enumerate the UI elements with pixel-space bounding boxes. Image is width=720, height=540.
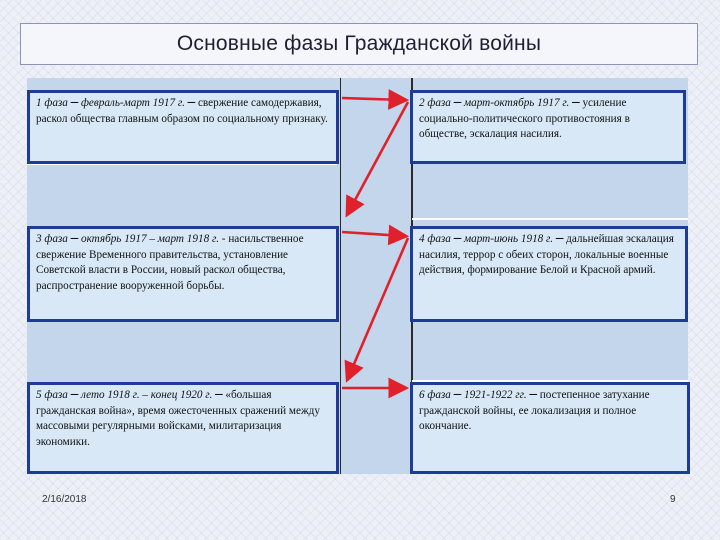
table-divider-left — [340, 78, 341, 474]
phase-6-head: 6 фаза — [419, 389, 451, 401]
phase-3-dates: октябрь 1917 – март 1918 г. - — [80, 233, 226, 245]
phase-4-dash2: – — [555, 230, 564, 246]
phase-5-head: 5 фаза — [36, 389, 68, 401]
phase-1-dash: – — [70, 94, 79, 110]
phase-3-box — [27, 226, 339, 322]
phase-6-box — [410, 382, 690, 474]
row-separator — [412, 218, 688, 220]
phase-2-text: усиление социально-политического противостояния в обществе, эскалация насилия. — [419, 97, 630, 141]
page-number: 9 — [670, 494, 676, 505]
phase-5-dash: – — [70, 386, 79, 402]
phase-4-head: 4 фаза — [419, 233, 451, 245]
phase-5-dates: лето 1918 г. – конец 1920 г. — [80, 389, 213, 401]
title-box — [20, 23, 698, 65]
phase-1-box — [27, 90, 339, 164]
phase-2-dash2: – — [572, 94, 580, 110]
phase-5-text: «большая гражданская война», время ожесточенных сражений между массовыми регулярными войсками, милитаризация экономики. — [36, 389, 320, 448]
phase-4-box — [410, 226, 688, 322]
phase-2-dash: – — [453, 94, 462, 110]
phase-2-dates: март-октябрь 1917 г. — [463, 97, 570, 109]
phase-1-dash2: – — [187, 94, 196, 110]
phase-3-dash: – — [70, 230, 79, 246]
phase-3-text: насильственное свержение Временного правительства, установление Советской власти в России, новый раскол общества, распространение вооруженной борьбы. — [36, 233, 304, 292]
phase-4-dates: март-июнь 1918 г. — [463, 233, 554, 245]
phase-6-dash2: – — [529, 386, 537, 402]
phase-5-box — [27, 382, 339, 474]
phase-2-head: 2 фаза — [419, 97, 451, 109]
phase-2-box — [410, 90, 686, 164]
slide-date: 2/16/2018 — [42, 494, 87, 505]
phase-6-dash: – — [453, 386, 462, 402]
phase-4-text: дальнейшая эскалация насилия, террор с обеих сторон, локальные военные действия, формирование Белой и Красной армий. — [419, 233, 674, 277]
slide-title: Основные фазы Гражданской войны — [176, 32, 542, 55]
phase-6-dates: 1921-1922 гг. — [463, 389, 527, 401]
phase-5-dash2: – — [215, 386, 223, 402]
phase-1-text: свержение самодержавия, раскол общества главным образом по социальному признаку. — [36, 97, 328, 125]
phase-1-head: 1 фаза — [36, 97, 68, 109]
phase-3-head: 3 фаза — [36, 233, 68, 245]
phase-6-text: постепенное затухание гражданской войны, ее локализация и полное окончание. — [419, 389, 650, 433]
phase-4-dash: – — [453, 230, 462, 246]
phase-1-dates: февраль-март 1917 г. — [80, 97, 185, 109]
